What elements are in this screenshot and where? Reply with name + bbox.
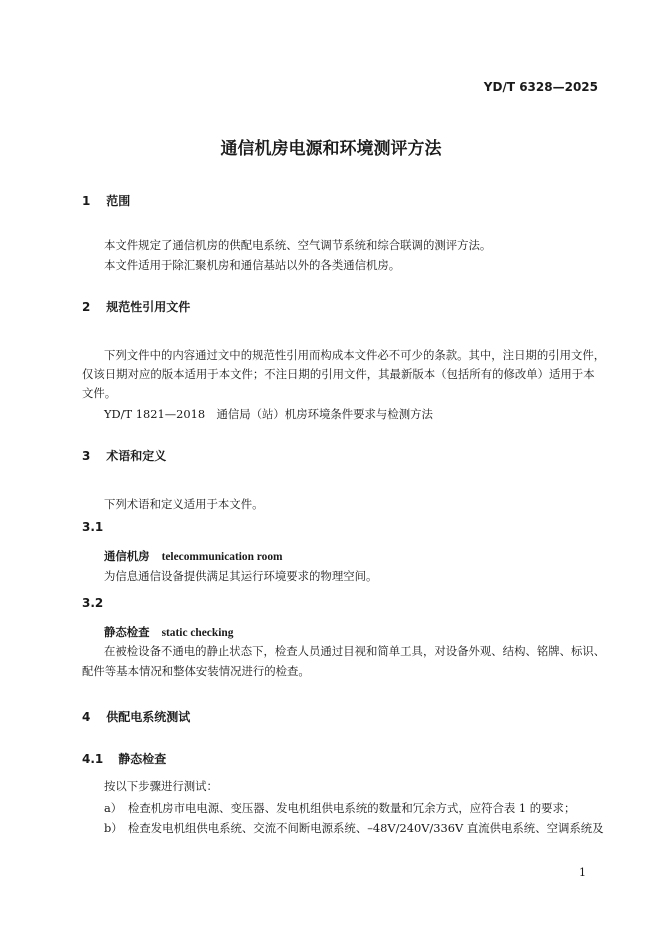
paragraph: 下列术语和定义适用于本文件。 (104, 497, 264, 511)
section-number: 4 (82, 710, 91, 724)
term-chinese: 通信机房 (104, 549, 150, 563)
section-title: 术语和定义 (106, 449, 167, 463)
list-item (104, 798, 575, 818)
page-number: 1 (579, 866, 586, 879)
paragraph-line: 下列文件中的内容通过文中的规范性引用而构成本文件必不可少的条款。其中，注日期的引用文件， (104, 348, 606, 362)
normative-reference: YD/T 1821—2018 通信局（站）机房环境条件要求与检测方法 (104, 407, 433, 421)
list-marker: a） (104, 801, 123, 815)
term-definition: 在被检设备不通电的静止状态下，检查人员通过目视和简单工具，对设备外观、结构、铭牌、标识、 (104, 644, 606, 658)
section-title: 供配电系统测试 (106, 710, 191, 724)
section-4-heading (82, 708, 190, 725)
term-chinese: 静态检查 (104, 625, 150, 639)
term-definition: 配件等基本情况和整体安装情况进行的检查。 (82, 664, 310, 678)
paragraph-line: 文件。 (82, 386, 117, 400)
term-english: static checking (161, 627, 234, 639)
section-title: 规范性引用文件 (106, 300, 191, 314)
list-item (104, 818, 604, 838)
subsection-number: 4.1 (82, 752, 104, 766)
term-definition: 为信息通信设备提供满足其运行环境要求的物理空间。 (104, 569, 378, 583)
section-number: 2 (82, 300, 91, 314)
subsection-4-1-heading (82, 750, 166, 767)
list-marker: b） (104, 821, 123, 835)
paragraph-line: 仅该日期对应的版本适用于本文件；不注日期的引用文件，其最新版本（包括所有的修改单）适用于本 (82, 367, 595, 381)
document-title: 通信机房电源和环境测评方法 (220, 139, 442, 159)
term-english: telecommunication room (161, 551, 283, 563)
section-title: 范围 (106, 194, 131, 208)
subsection-title: 静态检查 (118, 752, 167, 766)
section-3-heading (82, 447, 166, 464)
section-number: 1 (82, 194, 91, 208)
list-text: 检查发电机组供电系统、交流不间断电源系统、–48V/240V/336V 直流供电系统、空调系统及 (128, 821, 604, 835)
section-2-heading (82, 298, 190, 315)
list-text: 检查机房市电电源、变压器、发电机组供电系统的数量和冗余方式，应符合表 1 的要求； (128, 801, 576, 815)
term-number: 3.1 (82, 520, 104, 534)
term-number: 3.2 (82, 596, 104, 610)
document-code: YD/T 6328—2025 (483, 80, 598, 94)
term-heading (104, 624, 233, 640)
term-heading (104, 548, 283, 564)
paragraph: 本文件适用于除汇聚机房和通信基站以外的各类通信机房。 (104, 258, 401, 272)
paragraph: 按以下步骤进行测试： (104, 779, 218, 793)
section-1-heading (82, 192, 130, 209)
section-number: 3 (82, 449, 91, 463)
paragraph: 本文件规定了通信机房的供配电系统、空气调节系统和综合联调的测评方法。 (104, 238, 492, 252)
